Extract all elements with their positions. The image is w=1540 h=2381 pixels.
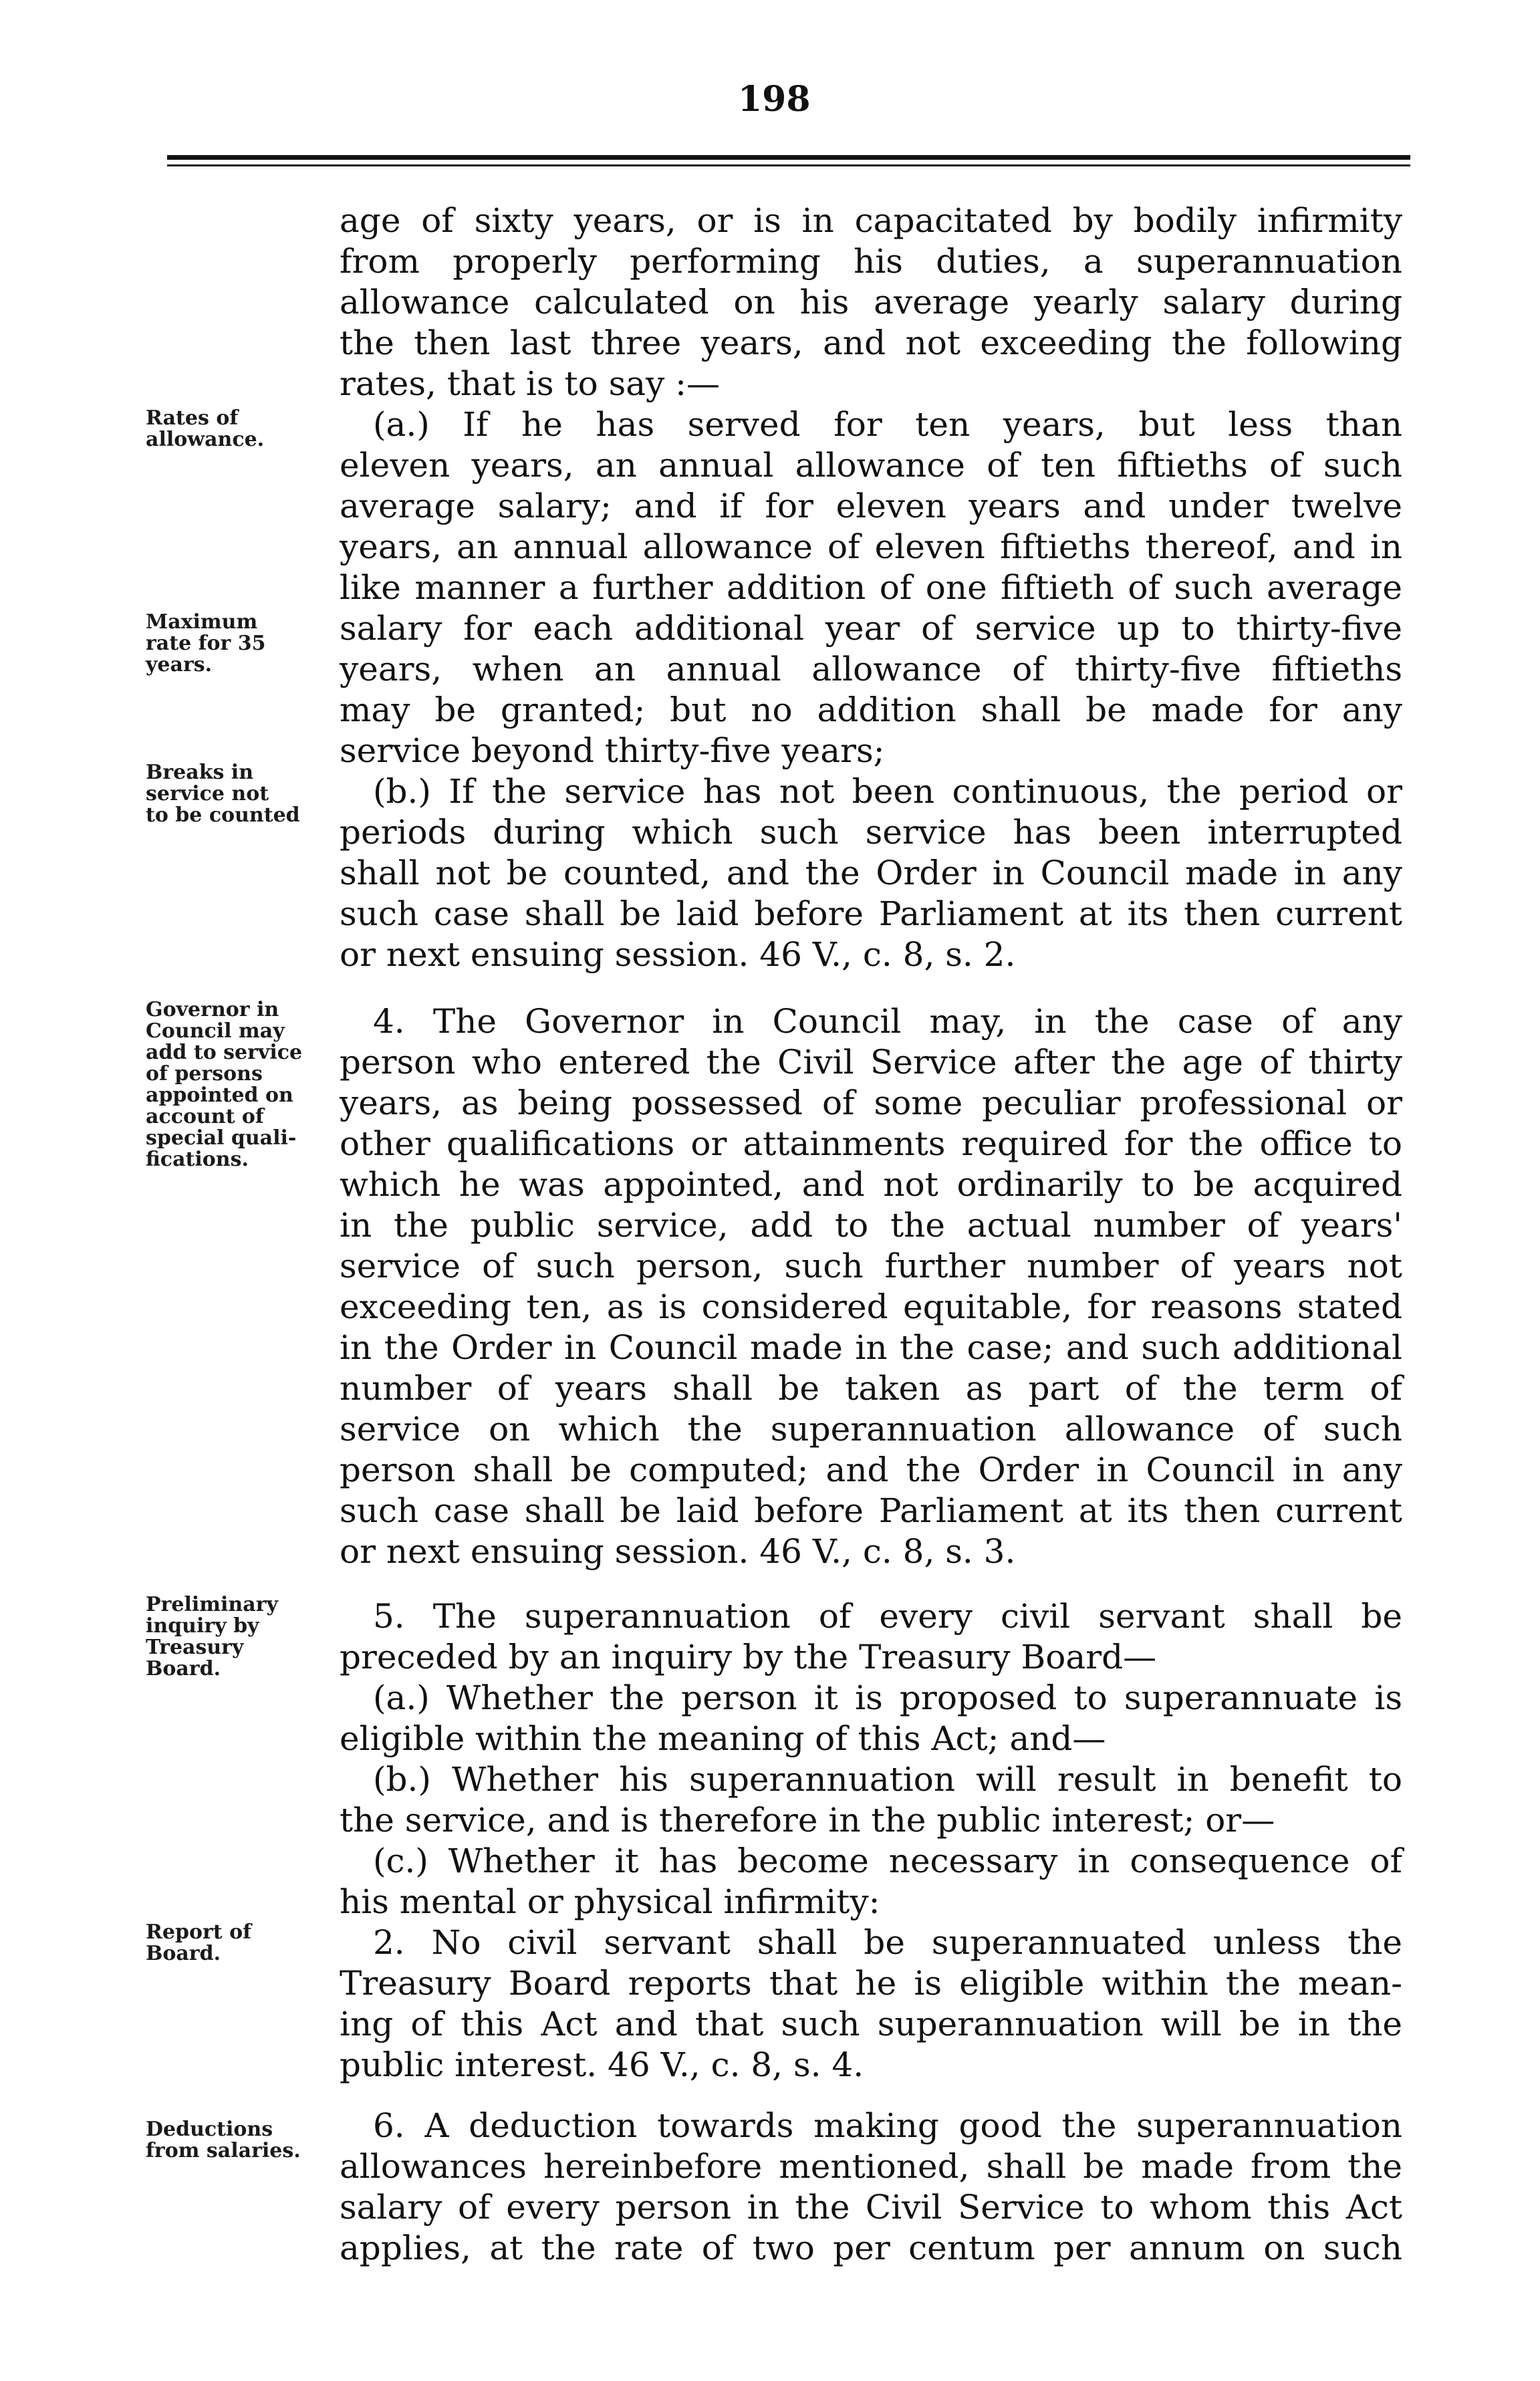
margin-note-line: Treasury (146, 1636, 244, 1659)
margin-note-report-of-board (146, 1922, 340, 1965)
body-line: years, when an annual allowance of thirty-five fiftieths (340, 650, 1402, 688)
body-line: periods during which such service has been interrupted (340, 813, 1402, 852)
body-line: ing of this Act and that such superannuation will be in the (340, 2005, 1402, 2043)
margin-note-maximum-rate (146, 612, 340, 676)
margin-note-line: account of (146, 1105, 264, 1128)
header-rule-thin (167, 164, 1410, 166)
margin-note-line: Governor in (146, 998, 279, 1021)
body-line: service of such person, such further number of years not (340, 1247, 1402, 1285)
body-line: (b.) Whether his superannuation will result in benefit to (373, 1760, 1402, 1799)
body-line: such case shall be laid before Parliament at its then current (340, 1491, 1402, 1530)
margin-note-governor-in-council (146, 999, 340, 1170)
body-line: or next ensuing session. 46 V., c. 8, s. 2. (340, 935, 1016, 974)
margin-note-rates-of-allowance (146, 408, 340, 451)
body-line: salary of every person in the Civil Service to whom this Act (340, 2188, 1402, 2227)
body-line: (c.) Whether it has become necessary in consequence of (373, 1842, 1402, 1880)
margin-note-line: service not (146, 782, 269, 805)
body-line: or next ensuing session. 46 V., c. 8, s. 3. (340, 1532, 1016, 1571)
body-line: such case shall be laid before Parliament at its then current (340, 894, 1402, 933)
body-line: service on which the superannuation allowance of such (340, 1410, 1402, 1449)
body-line: 6. A deduction towards making good the superannuation (373, 2106, 1402, 2145)
page-number: 198 (738, 79, 811, 120)
body-line: exceeding ten, as is considered equitable, for reasons stated (340, 1287, 1402, 1326)
margin-note-line: Council may (146, 1019, 285, 1043)
margin-note-line: Deductions (146, 2118, 273, 2141)
body-line: rates, that is to say :— (340, 364, 721, 403)
body-line: from properly performing his duties, a superannuation (340, 242, 1402, 281)
margin-note-line: years. (146, 653, 213, 676)
body-line: (a.) Whether the person it is proposed to superannuate is (373, 1678, 1402, 1717)
body-line: applies, at the rate of two per centum per annum on such (340, 2229, 1402, 2267)
body-line: years, as being possessed of some peculiar professional or (340, 1084, 1402, 1122)
body-line: 2. No civil servant shall be superannuated unless the (373, 1923, 1402, 1962)
margin-note-line: special quali- (146, 1126, 297, 1150)
body-line: public interest. 46 V., c. 8, s. 4. (340, 2045, 864, 2084)
body-line: 4. The Governor in Council may, in the case of any (373, 1002, 1402, 1041)
body-line: allowance calculated on his average yearly salary during (340, 283, 1402, 322)
body-line: in the Order in Council made in the case; and such additional (340, 1328, 1402, 1367)
body-line: may be granted; but no addition shall be made for any (340, 691, 1402, 729)
body-line: 5. The superannuation of every civil servant shall be (373, 1597, 1402, 1636)
margin-note-line: Board. (146, 1942, 221, 1965)
body-line: the service, and is therefore in the public interest; or— (340, 1801, 1275, 1840)
margin-note-line: allowance. (146, 428, 265, 451)
margin-note-line: Rates of (146, 406, 239, 430)
margin-note-line: Preliminary (146, 1593, 278, 1616)
margin-note-line: fications. (146, 1148, 249, 1171)
margin-note-preliminary-inquiry (146, 1594, 340, 1680)
body-line: person who entered the Civil Service after the age of thirty (340, 1043, 1402, 1082)
body-line: number of years shall be taken as part of the term of (340, 1369, 1402, 1408)
body-line: person shall be computed; and the Order in Council in any (340, 1451, 1402, 1489)
body-line: in the public service, add to the actual number of years' (340, 1206, 1402, 1245)
body-line: service beyond thirty-five years; (340, 731, 885, 770)
body-line: like manner a further addition of one fiftieth of such average (340, 568, 1402, 607)
margin-note-deductions (146, 2119, 340, 2162)
margin-note-line: Report of (146, 1920, 252, 1944)
body-line: eleven years, an annual allowance of ten fiftieths of such (340, 446, 1402, 485)
body-line: age of sixty years, or is in capacitated by bodily infirmity (340, 201, 1402, 240)
body-line: years, an annual allowance of eleven fiftieths thereof, and in (340, 527, 1402, 566)
margin-note-breaks-in-service (146, 762, 340, 826)
margin-note-line: Board. (146, 1657, 221, 1680)
body-line: Treasury Board reports that he is eligible within the mean- (340, 1964, 1402, 2003)
body-line: the then last three years, and not exceeding the following (340, 324, 1402, 362)
body-line: other qualifications or attainments required for the office to (340, 1124, 1402, 1163)
margin-note-line: from salaries. (146, 2139, 301, 2162)
margin-note-line: add to service (146, 1041, 303, 1064)
margin-note-line: Breaks in (146, 761, 254, 784)
body-line: which he was appointed, and not ordinarily to be acquired (340, 1165, 1402, 1204)
body-line: average salary; and if for eleven years and under twelve (340, 487, 1402, 525)
header-rule-thick (167, 155, 1410, 160)
body-line: salary for each additional year of service up to thirty-five (340, 609, 1402, 648)
body-line: shall not be counted, and the Order in Council made in any (340, 854, 1402, 892)
body-line: (b.) If the service has not been continuous, the period or (373, 772, 1402, 811)
body-line: allowances hereinbefore mentioned, shall be made from the (340, 2147, 1402, 2186)
body-line: his mental or physical infirmity: (340, 1882, 880, 1921)
margin-note-line: to be counted (146, 803, 300, 827)
margin-note-line: Maximum (146, 610, 258, 634)
margin-note-line: appointed on (146, 1084, 293, 1107)
margin-note-line: of persons (146, 1062, 263, 1086)
margin-note-line: rate for 35 (146, 632, 266, 655)
body-line: eligible within the meaning of this Act; and— (340, 1719, 1106, 1758)
body-line: (a.) If he has served for ten years, but less than (373, 405, 1402, 444)
body-line: preceded by an inquiry by the Treasury Board— (340, 1638, 1157, 1676)
margin-note-line: inquiry by (146, 1614, 259, 1638)
